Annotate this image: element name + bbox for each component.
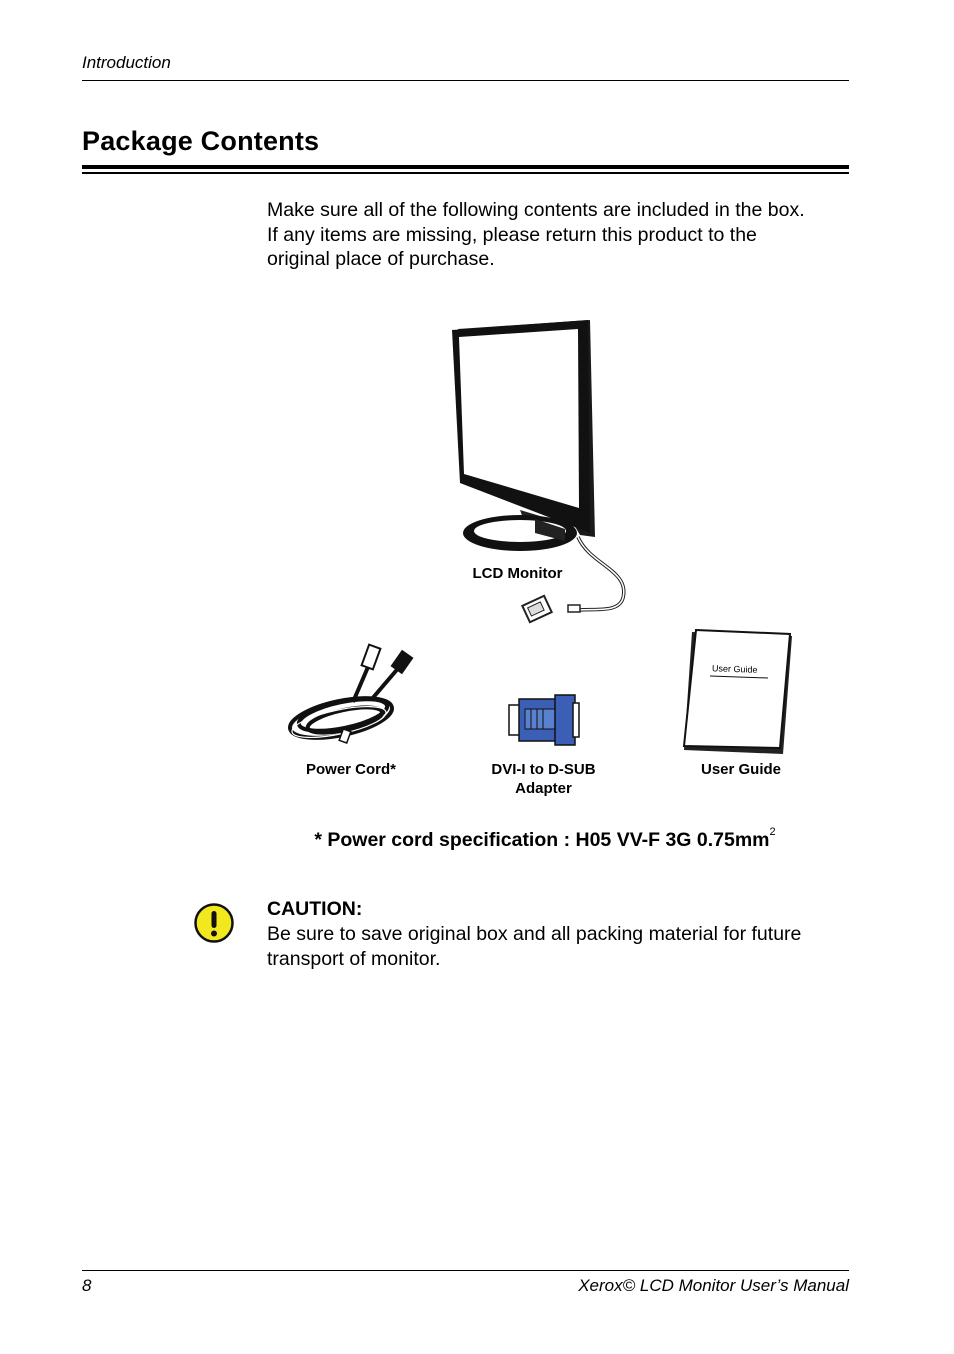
power-cord-spec [240, 826, 850, 852]
guide-cover-text: User Guide [711, 663, 758, 675]
header-rule [82, 80, 849, 81]
title-rule-thick [82, 165, 849, 169]
caution-line: Be sure to save original box and all packing material for future [267, 923, 802, 945]
spec-superscript: 2 [769, 826, 776, 838]
footer-rule [82, 1270, 849, 1271]
caution-note [267, 897, 847, 972]
running-header: Introduction [82, 53, 171, 72]
page-title: Package Contents [82, 126, 320, 156]
page-number: 8 [82, 1276, 92, 1295]
user-guide-illustration [680, 628, 802, 758]
caution-icon [193, 902, 235, 944]
item-label-monitor: LCD Monitor [472, 565, 563, 582]
item-label-power-cord: Power Cord* [305, 761, 396, 778]
caution-line: transport of monitor. [267, 948, 441, 970]
adapter-label-line: DVI-I to D-SUB [491, 761, 596, 778]
adapter-label-line: Adapter [515, 780, 572, 797]
adapter-illustration [505, 693, 585, 749]
item-label-adapter [470, 760, 617, 798]
manual-title: Xerox© LCD Monitor User’s Manual [578, 1276, 849, 1295]
title-rule-thin [82, 172, 849, 174]
intro-line: original place of purchase. [267, 248, 495, 270]
caution-title: CAUTION: [267, 898, 363, 920]
intro-line: Make sure all of the following contents are included in the box. [267, 199, 805, 221]
spec-text: * Power cord specification : H05 VV-F 3G 0.75mm [314, 829, 770, 851]
intro-line: If any items are missing, please return this product to the [267, 223, 757, 246]
intro-paragraph [267, 198, 847, 272]
power-cord-illustration [283, 640, 423, 750]
item-label-user-guide: User Guide [700, 761, 782, 778]
